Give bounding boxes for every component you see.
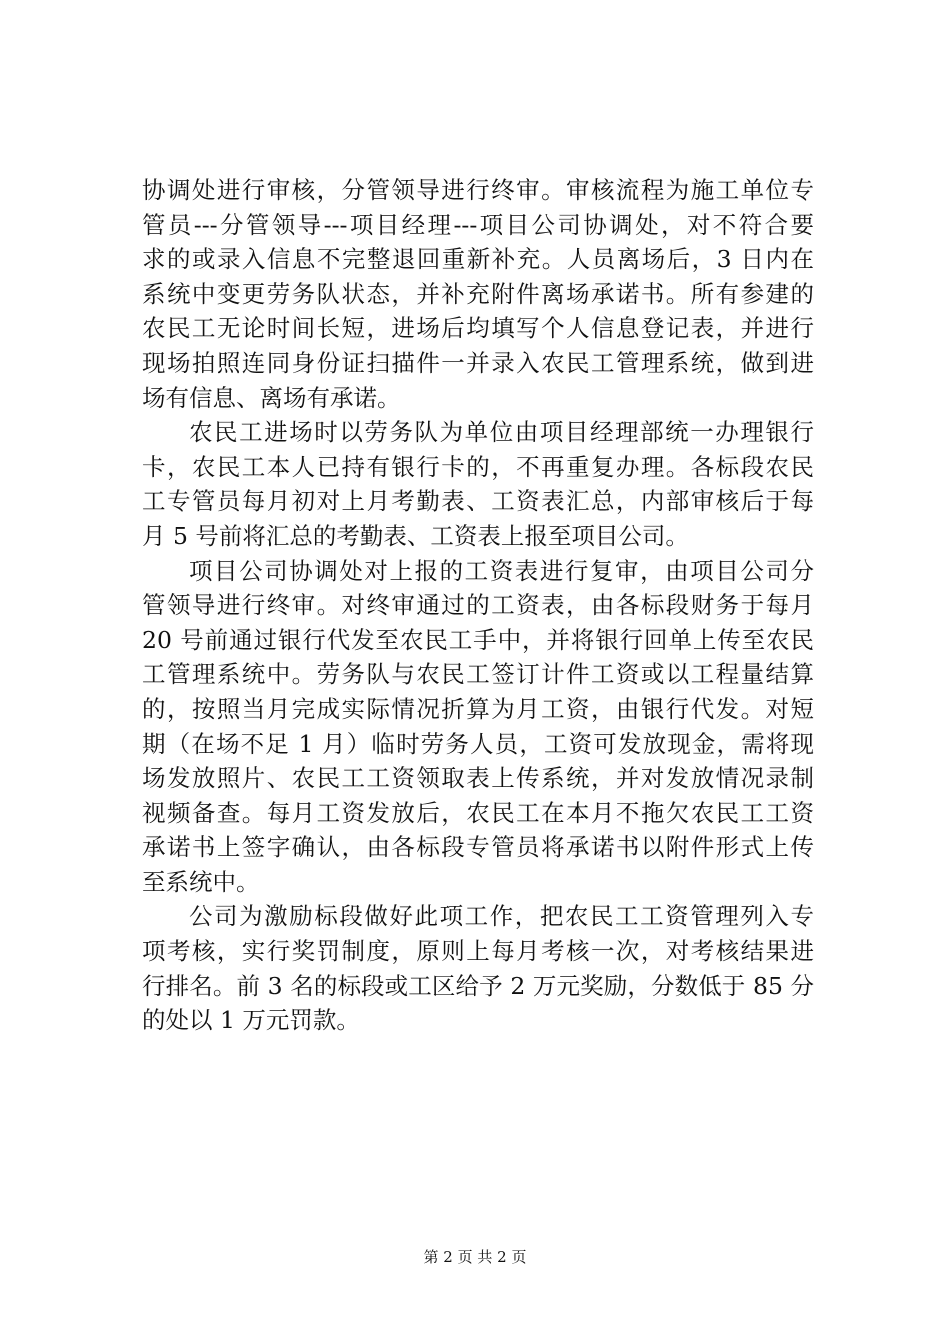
- text-line: 的处以 1 万元罚款。: [142, 1006, 360, 1035]
- text-line: 20 号前通过银行代发至农民工手中，并将银行回单上传至农民: [142, 625, 814, 654]
- text-line: 工管理系统中。劳务队与农民工签订计件工资或以工程量结算: [142, 660, 814, 689]
- text-line: 管员---分管领导---项目经理---项目公司协调处，对不符合要: [142, 210, 814, 239]
- text-line: 系统中变更劳务队状态，并补充附件离场承诺书。所有参建的: [142, 279, 814, 308]
- page-footer: 第 2 页 共 2 页: [423, 1248, 527, 1266]
- text-line: 卡，农民工本人已持有银行卡的，不再重复办理。各标段农民: [142, 452, 814, 481]
- text-line: 至系统中。: [142, 867, 260, 896]
- text-line: 求的或录入信息不完整退回重新补充。人员离场后，3 日内在: [142, 245, 814, 274]
- text-line: 工专管员每月初对上月考勤表、工资表汇总，内部审核后于每: [142, 487, 814, 516]
- text-line: 月 5 号前将汇总的考勤表、工资表上报至项目公司。: [142, 521, 689, 550]
- text-line: 协调处进行审核，分管领导进行终审。审核流程为施工单位专: [142, 176, 814, 204]
- text-line: 场有信息、离场有承诺。: [142, 383, 401, 412]
- text-line: 视频备查。每月工资发放后，农民工在本月不拖欠农民工工资: [142, 798, 814, 827]
- text-line: 现场拍照连同身份证扫描件一并录入农民工管理系统，做到进: [142, 348, 814, 377]
- text-line: 农民工进场时以劳务队为单位由项目经理部统一办理银行: [189, 418, 814, 447]
- text-line: 行排名。前 3 名的标段或工区给予 2 万元奖励，分数低于 85 分: [142, 971, 814, 1000]
- text-line: 期（在场不足 1 月）临时劳务人员，工资可发放现金，需将现: [142, 729, 814, 758]
- text-line: 项目公司协调处对上报的工资表进行复审，由项目公司分: [189, 556, 814, 585]
- text-line: 农民工无论时间长短，进场后均填写个人信息登记表，并进行: [142, 314, 814, 343]
- document-body: [142, 173, 814, 1038]
- text-line: 的，按照当月完成实际情况折算为月工资，由银行代发。对短: [142, 694, 814, 723]
- text-line: 承诺书上签字确认，由各标段专管员将承诺书以附件形式上传: [142, 833, 814, 862]
- text-line: 管领导进行终审。对终审通过的工资表，由各标段财务于每月: [142, 591, 814, 620]
- text-line: 项考核，实行奖罚制度，原则上每月考核一次，对考核结果进: [142, 937, 814, 966]
- text-line: 场发放照片、农民工工资领取表上传系统，并对发放情况录制: [142, 764, 814, 793]
- text-line: 公司为激励标段做好此项工作，把农民工工资管理列入专: [189, 902, 814, 931]
